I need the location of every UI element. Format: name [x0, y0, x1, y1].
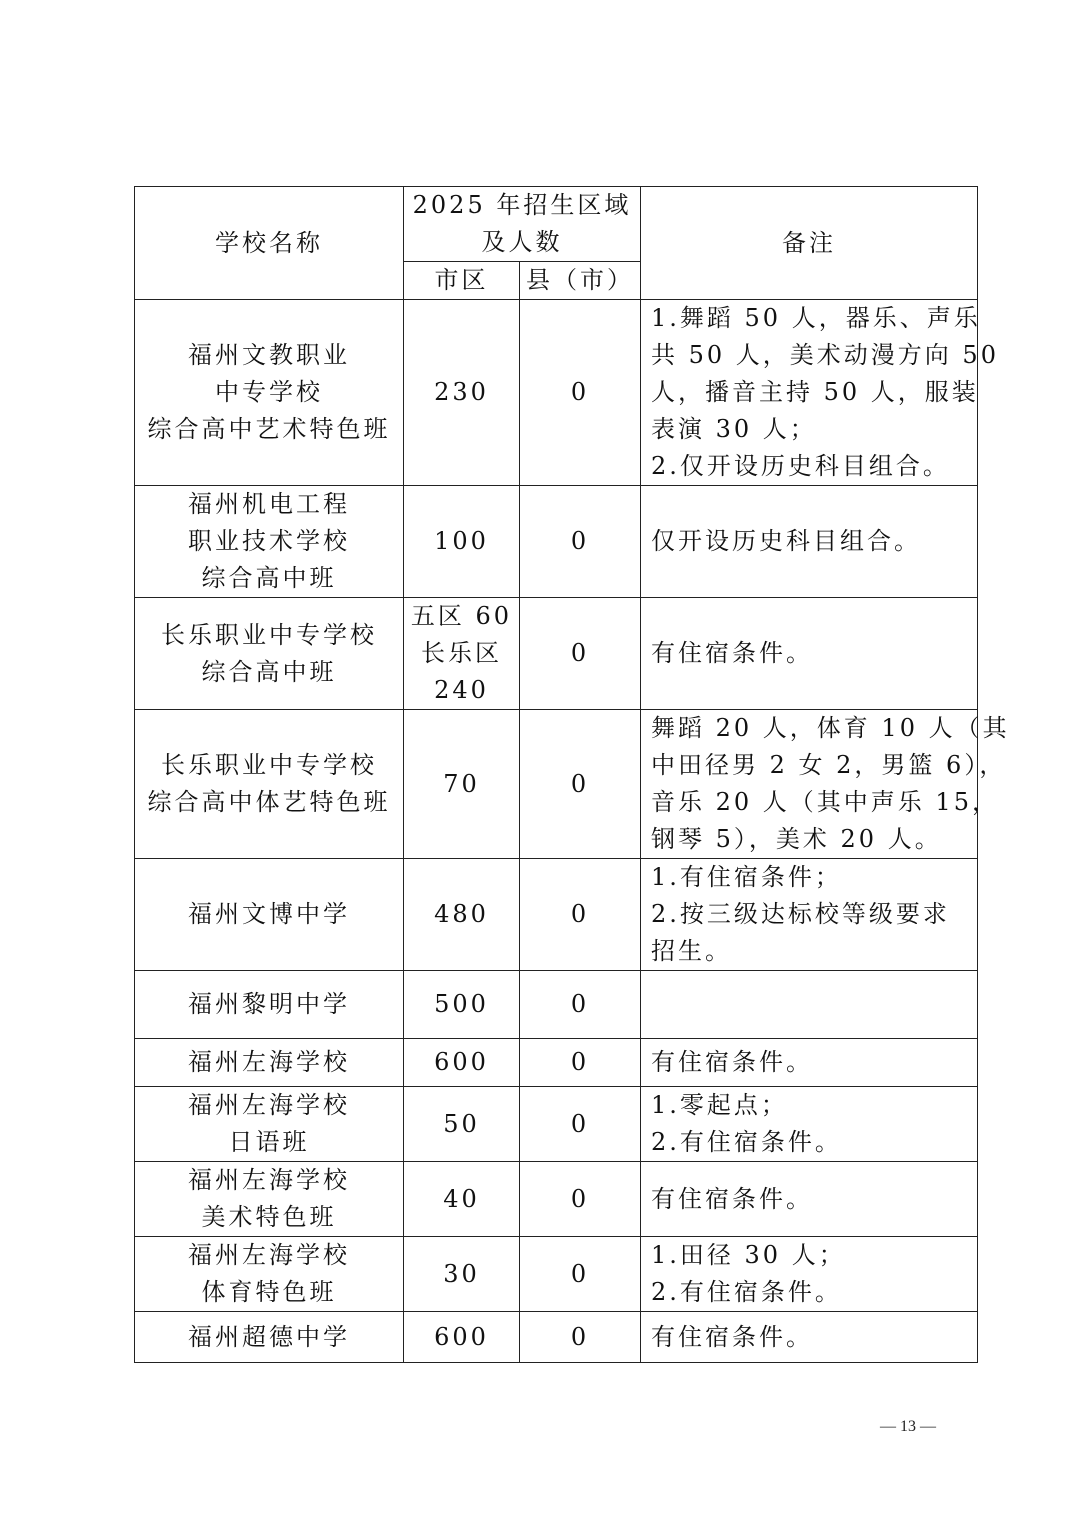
- note-cell: 1.舞蹈 50 人，器乐、声乐 共 50 人，美术动漫方向 50 人，播音主持 50 人，服装 表演 30 人； 2.仅开设历史科目组合。: [641, 300, 978, 486]
- header-note: 备注: [641, 187, 978, 300]
- school-name-cell: 福州左海学校 美术特色班: [135, 1162, 404, 1237]
- table-row: [135, 1087, 978, 1162]
- city-quota-cell: 50: [404, 1087, 520, 1162]
- county-quota-cell: 0: [520, 1237, 641, 1312]
- table-row: [135, 1237, 978, 1312]
- county-quota-cell: 0: [520, 1312, 641, 1363]
- header-county: 县（市）: [520, 262, 641, 300]
- page-number: — 13 —: [880, 1418, 936, 1435]
- city-quota-cell: 230: [404, 300, 520, 486]
- county-quota-cell: 0: [520, 1039, 641, 1087]
- note-cell: 有住宿条件。: [641, 598, 978, 710]
- note-cell: 有住宿条件。: [641, 1162, 978, 1237]
- school-name-cell: 福州机电工程 职业技术学校 综合高中班: [135, 486, 404, 598]
- header-city: 市区: [404, 262, 520, 300]
- table-row: [135, 710, 978, 859]
- note-cell: 仅开设历史科目组合。: [641, 486, 978, 598]
- county-quota-cell: 0: [520, 971, 641, 1039]
- city-quota-cell: 五区 60 长乐区 240: [404, 598, 520, 710]
- enrollment-table: [134, 186, 1010, 1363]
- city-quota-cell: 480: [404, 859, 520, 971]
- note-cell: 1.田径 30 人； 2.有住宿条件。: [641, 1237, 978, 1312]
- county-quota-cell: 0: [520, 598, 641, 710]
- note-cell: 有住宿条件。: [641, 1039, 978, 1087]
- county-quota-cell: 0: [520, 859, 641, 971]
- note-cell: 有住宿条件。: [641, 1312, 978, 1363]
- table-row: [135, 1039, 978, 1087]
- county-quota-cell: 0: [520, 1162, 641, 1237]
- table-row: [135, 1162, 978, 1237]
- city-quota-cell: 40: [404, 1162, 520, 1237]
- note-cell: [641, 971, 978, 1039]
- school-name-cell: 福州左海学校 体育特色班: [135, 1237, 404, 1312]
- table-row: [135, 859, 978, 971]
- city-quota-cell: 600: [404, 1039, 520, 1087]
- note-cell: 1.有住宿条件； 2.按三级达标校等级要求 招生。: [641, 859, 978, 971]
- table-row: [135, 300, 978, 486]
- school-name-cell: 福州左海学校 日语班: [135, 1087, 404, 1162]
- table-row: [135, 971, 978, 1039]
- school-name-cell: 福州文教职业 中专学校 综合高中艺术特色班: [135, 300, 404, 486]
- city-quota-cell: 600: [404, 1312, 520, 1363]
- city-quota-cell: 70: [404, 710, 520, 859]
- county-quota-cell: 0: [520, 1087, 641, 1162]
- header-school-name: 学校名称: [135, 187, 404, 300]
- header-row: [135, 187, 978, 262]
- note-cell: 舞蹈 20 人，体育 10 人（其 中田径男 2 女 2，男篮 6）， 音乐 20 人（其中声乐 15， 钢琴 5），美术 20 人。: [641, 710, 978, 859]
- county-quota-cell: 0: [520, 710, 641, 859]
- county-quota-cell: 0: [520, 486, 641, 598]
- header-region: 2025 年招生区域 及人数: [404, 187, 641, 262]
- school-name-cell: 福州超德中学: [135, 1312, 404, 1363]
- county-quota-cell: 0: [520, 300, 641, 486]
- school-name-cell: 长乐职业中专学校 综合高中班: [135, 598, 404, 710]
- city-quota-cell: 30: [404, 1237, 520, 1312]
- school-name-cell: 福州文博中学: [135, 859, 404, 971]
- school-name-cell: 福州左海学校: [135, 1039, 404, 1087]
- city-quota-cell: 500: [404, 971, 520, 1039]
- city-quota-cell: 100: [404, 486, 520, 598]
- school-name-cell: 长乐职业中专学校 综合高中体艺特色班: [135, 710, 404, 859]
- table-row: [135, 598, 978, 710]
- note-cell: 1.零起点； 2.有住宿条件。: [641, 1087, 978, 1162]
- table-row: [135, 1312, 978, 1363]
- table-row: [135, 486, 978, 598]
- school-name-cell: 福州黎明中学: [135, 971, 404, 1039]
